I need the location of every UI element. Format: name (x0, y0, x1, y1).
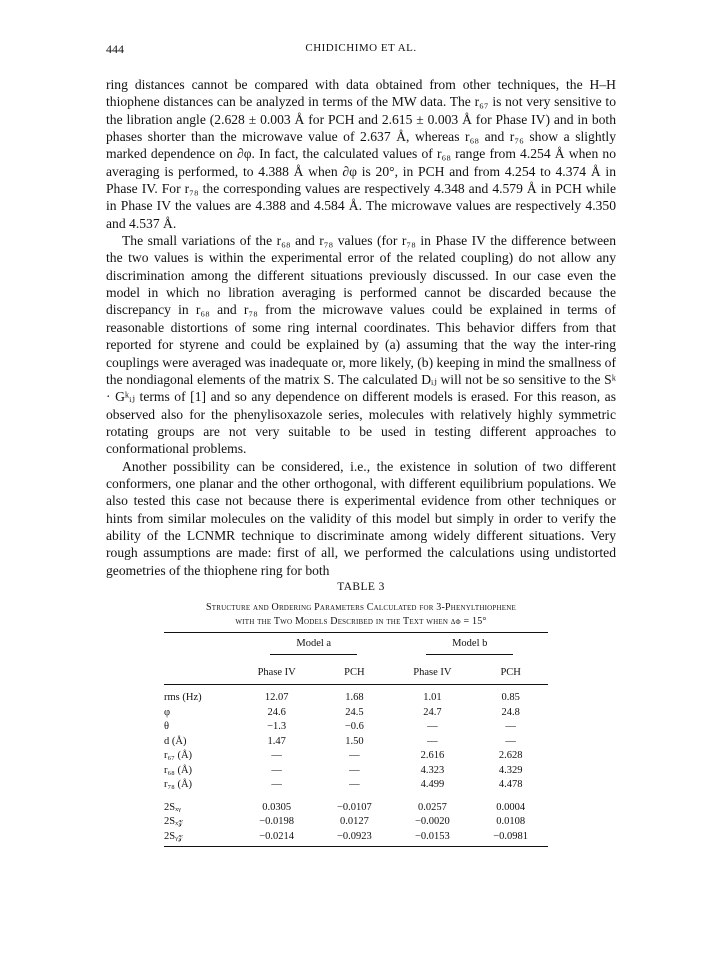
table-cell: −0.0214 (236, 830, 317, 847)
table-row (164, 778, 548, 793)
table-row (164, 735, 548, 750)
table-cell: — (349, 750, 360, 761)
table-row (164, 720, 548, 735)
table-caption-line-1: Structure and Ordering Parameters Calculated for 3-Phenylthiophene (206, 602, 516, 613)
table-cell: −0.0923 (317, 830, 391, 847)
phase-header: Phase IV (236, 657, 317, 685)
table-cell: 0.85 (501, 692, 520, 703)
table-cell: −1.3 (267, 721, 287, 732)
paragraph-2: The small variations of the r₆₈ and r₇₈ values (for r₇₈ in Phase IV the difference between the two values is within the experimental error of the related coupling) do not allow any discrimination among the different situations previously discussed. In our case even the model in which no libration averaging is performed cannot be discarded because the discrepancy in r₆₈ and r₇₈ from the microwave values could be explained in terms of reasonable distortions of some ring internal coordinates. This behavior differs from that reported for styrene and could be explained by (a) assuming that the way the inter-ring couplings were averaged was inadequate or, more likely, (b) keeping in mind the smallness of the nondiagonal elements of the matrix S. The calculated Dᵢⱼ will not be so sensitive to the Sᵏ · Gᵏᵢⱼ terms of [1] and so any dependence on different models is erased. For this reason, as observed also for the phenylisoxazole series, molecules with relatively highly symmetric rotating groups are not very suitable to be used in testing different approaches to conformational problems. (106, 233, 616, 457)
row-label: rms (Hz) (164, 692, 202, 703)
table-cell: 2.628 (498, 750, 523, 761)
table-cell: 0.0004 (496, 801, 526, 813)
data-table (164, 632, 548, 847)
paragraph-1: ring distances cannot be compared with data obtained from other techniques, the H–H thiophene distances can be analyzed in terms of the MW data. The r₆₇ is not very sensitive to the libration angle (2.628 ± 0.003 Å for PCH and 2.615 ± 0.003 Å for Phase IV) and in both phases shorter than the microwave value of 2.637 Å, whereas r₆₈ and r₇₆ show a slightly marked dependence on ∂φ. In fact, the calculated values of r₆₈ range from 4.254 Å when no averaging is performed, to 4.388 Å when ∂φ is 20°, in PCH and from 4.254 to 4.374 Å in Phase IV. For r₇₈ the corresponding values are respectively 4.348 and 4.579 Å in PCH while in Phase IV the values are 4.388 and 4.584 Å. The microwave values are respectively 4.350 and 4.537 Å. (106, 77, 616, 231)
table-cell: 0.0305 (262, 801, 292, 813)
table-caption-line-2: with the Two Models Described in the Text when δφ = 15° (235, 616, 487, 627)
body-text (106, 76, 616, 579)
model-header-row (164, 633, 548, 658)
phase-header: Phase IV (391, 657, 473, 685)
table-cell: — (427, 735, 438, 747)
row-label: 2Sᵧ𝓏 (164, 830, 236, 847)
table-cell: 1.01 (423, 692, 442, 703)
table-cell: −0.0198 (259, 816, 295, 827)
table-row (164, 706, 548, 721)
corner-cell (164, 633, 236, 658)
page-number: 444 (106, 42, 124, 56)
paragraph-3: Another possibility can be considered, i.e., the existence in solution of two different conformers, one planar and the other orthogonal, with different equilibrium populations. We also tested this case not because there is experimental evidence from other techniques or hints from similar molecules on the validity of this model but simply in order to verify the ability of the LCNMR technique to discriminate among widely different situations. Very rough assumptions are made: first of all, we performed the calculations using undistorted geometries of the thiophene ring for both (106, 458, 616, 578)
row-label: d (Å) (164, 735, 187, 747)
table-cell: −0.0153 (391, 830, 473, 847)
table-cell: −0.6 (344, 721, 364, 732)
table-body (164, 685, 548, 847)
row-label: φ (164, 706, 171, 718)
table-cell: — (271, 779, 282, 790)
table-cell: — (349, 764, 360, 776)
row-label: θ (164, 721, 170, 732)
table-cell: 24.6 (267, 706, 286, 718)
table-cell: 24.7 (423, 706, 442, 718)
row-label: 2Sₓᵧ (164, 801, 181, 813)
table-cell: 1.68 (345, 692, 364, 703)
group-spacer (164, 793, 548, 801)
table-cell: — (349, 779, 360, 790)
table-cell: — (271, 750, 282, 761)
table-caption (106, 601, 616, 629)
running-head: CHIDICHIMO ET AL. (305, 42, 417, 54)
table-row (164, 801, 548, 816)
table-row (164, 685, 548, 706)
table-cell: 1.47 (267, 735, 286, 747)
table-cell: — (271, 764, 282, 776)
phase-header: PCH (473, 657, 548, 685)
table-cell: −0.0020 (415, 816, 450, 827)
table-row (164, 815, 548, 830)
table-cell: — (505, 721, 516, 732)
row-label: r₇₈ (Å) (164, 779, 193, 790)
model-b-header: Model b (391, 633, 548, 658)
table-row (164, 749, 548, 764)
table-cell: — (427, 721, 438, 732)
row-label: 2Sₓ𝓏 (164, 816, 184, 827)
model-a-header: Model a (236, 633, 391, 658)
table-cell: — (505, 735, 516, 747)
table-cell: −0.0107 (336, 801, 372, 813)
running-header (106, 42, 616, 58)
table-row (164, 764, 548, 779)
table-cell: 0.0108 (496, 816, 526, 827)
table-cell: 24.5 (345, 706, 364, 718)
table-cell: −0.0981 (473, 830, 548, 847)
table-label: TABLE 3 (337, 581, 385, 593)
table-cell: 4.329 (498, 764, 523, 776)
table-cell: 4.499 (420, 779, 445, 790)
row-label: r₆₈ (Å) (164, 764, 193, 776)
table-cell: 0.0257 (417, 801, 447, 813)
table-cell: 24.8 (501, 706, 520, 718)
table-cell: 1.50 (345, 735, 364, 747)
row-label: r₆₇ (Å) (164, 750, 193, 761)
table-row (164, 830, 548, 847)
phase-header-row (164, 657, 548, 685)
table-cell: 12.07 (264, 692, 289, 703)
table-cell: 0.0127 (339, 816, 369, 827)
phase-header: PCH (317, 657, 391, 685)
table-cell: 4.478 (498, 779, 523, 790)
table-cell: 4.323 (420, 764, 445, 776)
table-cell: 2.616 (420, 750, 445, 761)
